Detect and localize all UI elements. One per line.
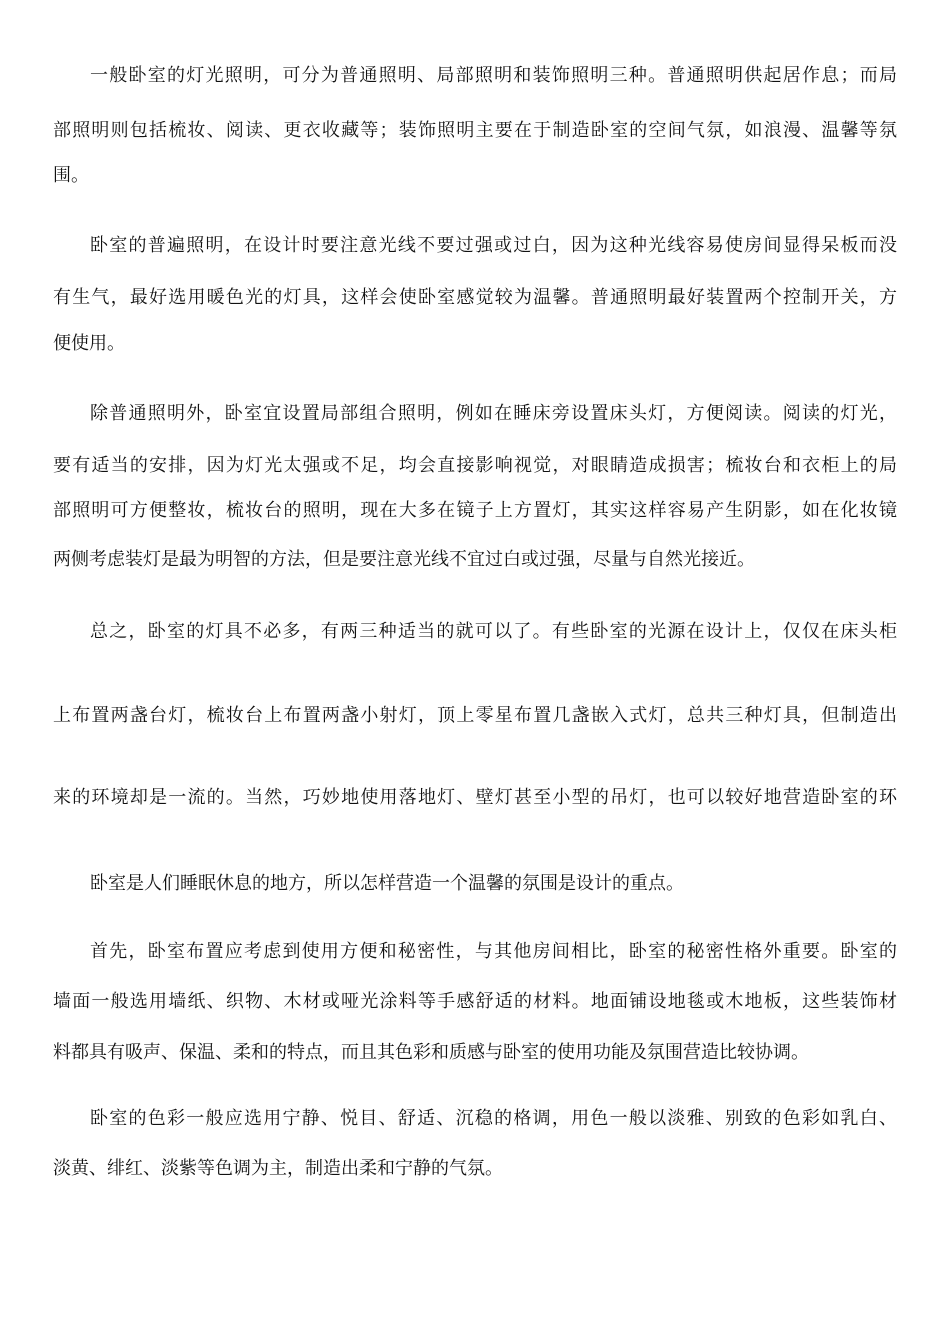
paragraph-line: 墙面一般选用墙纸、织物、木材或哑光涂料等手感舒适的材料。地面铺设地毯或木地板，这些装饰材: [53, 991, 897, 1012]
paragraph-line: 上布置两盏台灯，梳妆台上布置两盏小射灯，顶上零星布置几盏嵌入式灯，总共三种灯具，但制造出: [53, 705, 897, 726]
paragraph-line: 料都具有吸声、保温、柔和的特点，而且其色彩和质感与卧室的使用功能及氛围营造比较协调。: [53, 1042, 809, 1063]
paragraph-line: 淡黄、绯红、淡紫等色调为主，制造出柔和宁静的气氛。: [53, 1158, 503, 1179]
paragraph-line: 除普通照明外，卧室宜设置局部组合照明，例如在睡床旁设置床头灯，方便阅读。阅读的灯光，: [90, 403, 897, 424]
paragraph-line: 部照明则包括梳妆、阅读、更衣收藏等；装饰照明主要在于制造卧室的空间气氛，如浪漫、温馨等氛: [53, 120, 897, 141]
paragraph-line: 围。: [53, 165, 89, 186]
paragraph-line: 便使用。: [53, 333, 125, 354]
paragraph-line: 要有适当的安排，因为灯光太强或不足，均会直接影响视觉，对眼睛造成损害；梳妆台和衣柜上的局: [53, 455, 897, 476]
paragraph-line: 有生气，最好选用暖色光的灯具，这样会使卧室感觉较为温馨。普通照明最好装置两个控制开关，方: [53, 287, 897, 308]
paragraph-line: 卧室的色彩一般应选用宁静、悦目、舒适、沉稳的格调，用色一般以淡雅、别致的色彩如乳白、: [90, 1108, 897, 1129]
paragraph-line: 两侧考虑装灯是最为明智的方法，但是要注意光线不宜过白或过强，尽量与自然光接近。: [53, 549, 755, 570]
paragraph-line: 卧室是人们睡眠休息的地方，所以怎样营造一个温馨的氛围是设计的重点。: [90, 873, 684, 894]
paragraph-line: 一般卧室的灯光照明，可分为普通照明、局部照明和装饰照明三种。普通照明供起居作息；而局: [90, 65, 897, 86]
paragraph-line: 首先，卧室布置应考虑到使用方便和秘密性，与其他房间相比，卧室的秘密性格外重要。卧室的: [90, 941, 897, 962]
paragraph-line: 卧室的普遍照明，在设计时要注意光线不要过强或过白，因为这种光线容易使房间显得呆板而没: [90, 235, 897, 256]
paragraph-line: 总之，卧室的灯具不必多，有两三种适当的就可以了。有些卧室的光源在设计上，仅仅在床头柜: [90, 621, 897, 642]
paragraph-line: 部照明可方便整妆，梳妆台的照明，现在大多在镜子上方置灯，其实这样容易产生阴影，如在化妆镜: [53, 500, 897, 521]
paragraph-line: 来的环境却是一流的。当然，巧妙地使用落地灯、壁灯甚至小型的吊灯，也可以较好地营造卧室的环: [53, 787, 897, 808]
